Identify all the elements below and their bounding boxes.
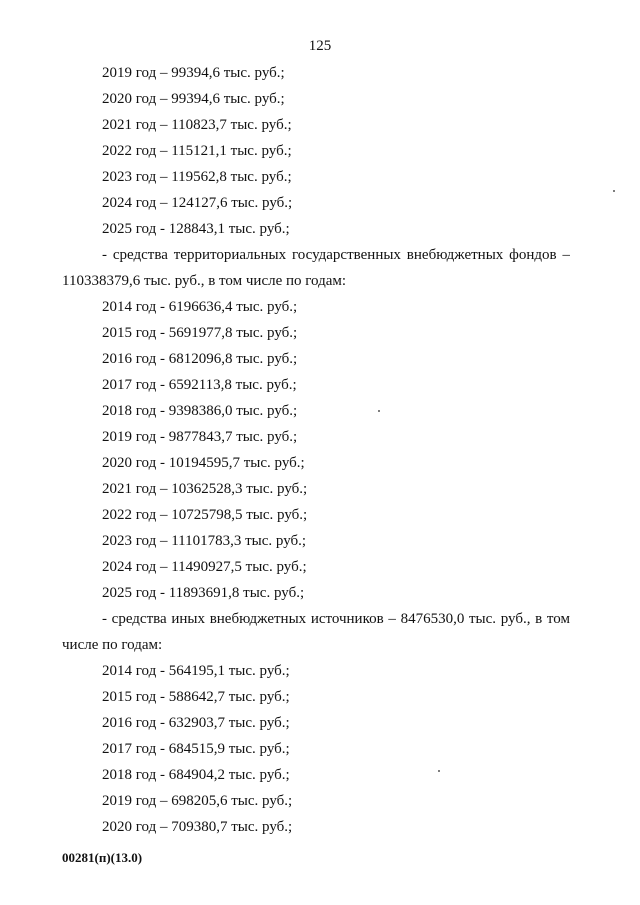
- text-line: 2020 год – 99394,6 тыс. руб.;: [102, 91, 285, 107]
- text-line: 2018 год - 684904,2 тыс. руб.;: [102, 767, 290, 783]
- text-line: 2016 год - 6812096,8 тыс. руб.;: [102, 351, 298, 367]
- text-line: 2023 год – 11101783,3 тыс. руб.;: [102, 533, 307, 549]
- scan-speck: [438, 770, 440, 772]
- text-line: 2025 год - 128843,1 тыс. руб.;: [102, 221, 290, 237]
- text-line: - средства иных внебюджетных источников – 8476530,0 тыс. руб., в том: [102, 611, 570, 627]
- text-line: 2025 год - 11893691,8 тыс. руб.;: [102, 585, 305, 601]
- text-line: - средства территориальных государственных внебюджетных фондов –: [102, 247, 570, 263]
- text-line: 2017 год - 6592113,8 тыс. руб.;: [102, 377, 297, 393]
- document-code-footer: 00281(п)(13.0): [62, 850, 143, 865]
- document-body: [62, 60, 570, 840]
- text-line: 110338379,6 тыс. руб., в том числе по годам:: [62, 273, 347, 289]
- text-line: 2016 год - 632903,7 тыс. руб.;: [102, 715, 290, 731]
- text-line: 2021 год – 110823,7 тыс. руб.;: [102, 117, 292, 133]
- scan-speck: [613, 190, 615, 192]
- text-line: 2024 год – 124127,6 тыс. руб.;: [102, 195, 293, 211]
- text-line: 2020 год - 10194595,7 тыс. руб.;: [102, 455, 305, 471]
- text-line: 2014 год - 6196636,4 тыс. руб.;: [102, 299, 298, 315]
- scan-speck: [378, 410, 380, 412]
- text-line: числе по годам:: [62, 637, 163, 653]
- text-line: 2018 год - 9398386,0 тыс. руб.;: [102, 403, 298, 419]
- text-line: 2015 год - 588642,7 тыс. руб.;: [102, 689, 290, 705]
- text-line: 2020 год – 709380,7 тыс. руб.;: [102, 819, 293, 835]
- text-line: 2019 год – 698205,6 тыс. руб.;: [102, 793, 293, 809]
- text-line: 2017 год - 684515,9 тыс. руб.;: [102, 741, 290, 757]
- text-line: 2023 год – 119562,8 тыс. руб.;: [102, 169, 292, 185]
- text-line: 2024 год – 11490927,5 тыс. руб.;: [102, 559, 307, 575]
- text-line: 2021 год – 10362528,3 тыс. руб.;: [102, 481, 308, 497]
- text-line: 2022 год – 115121,1 тыс. руб.;: [102, 143, 292, 159]
- text-line: 2022 год – 10725798,5 тыс. руб.;: [102, 507, 308, 523]
- text-line: 2019 год - 9877843,7 тыс. руб.;: [102, 429, 298, 445]
- text-line: 2014 год - 564195,1 тыс. руб.;: [102, 663, 290, 679]
- text-line: 2015 год - 5691977,8 тыс. руб.;: [102, 325, 298, 341]
- page-number: 125: [308, 38, 332, 54]
- text-line: 2019 год – 99394,6 тыс. руб.;: [102, 65, 285, 81]
